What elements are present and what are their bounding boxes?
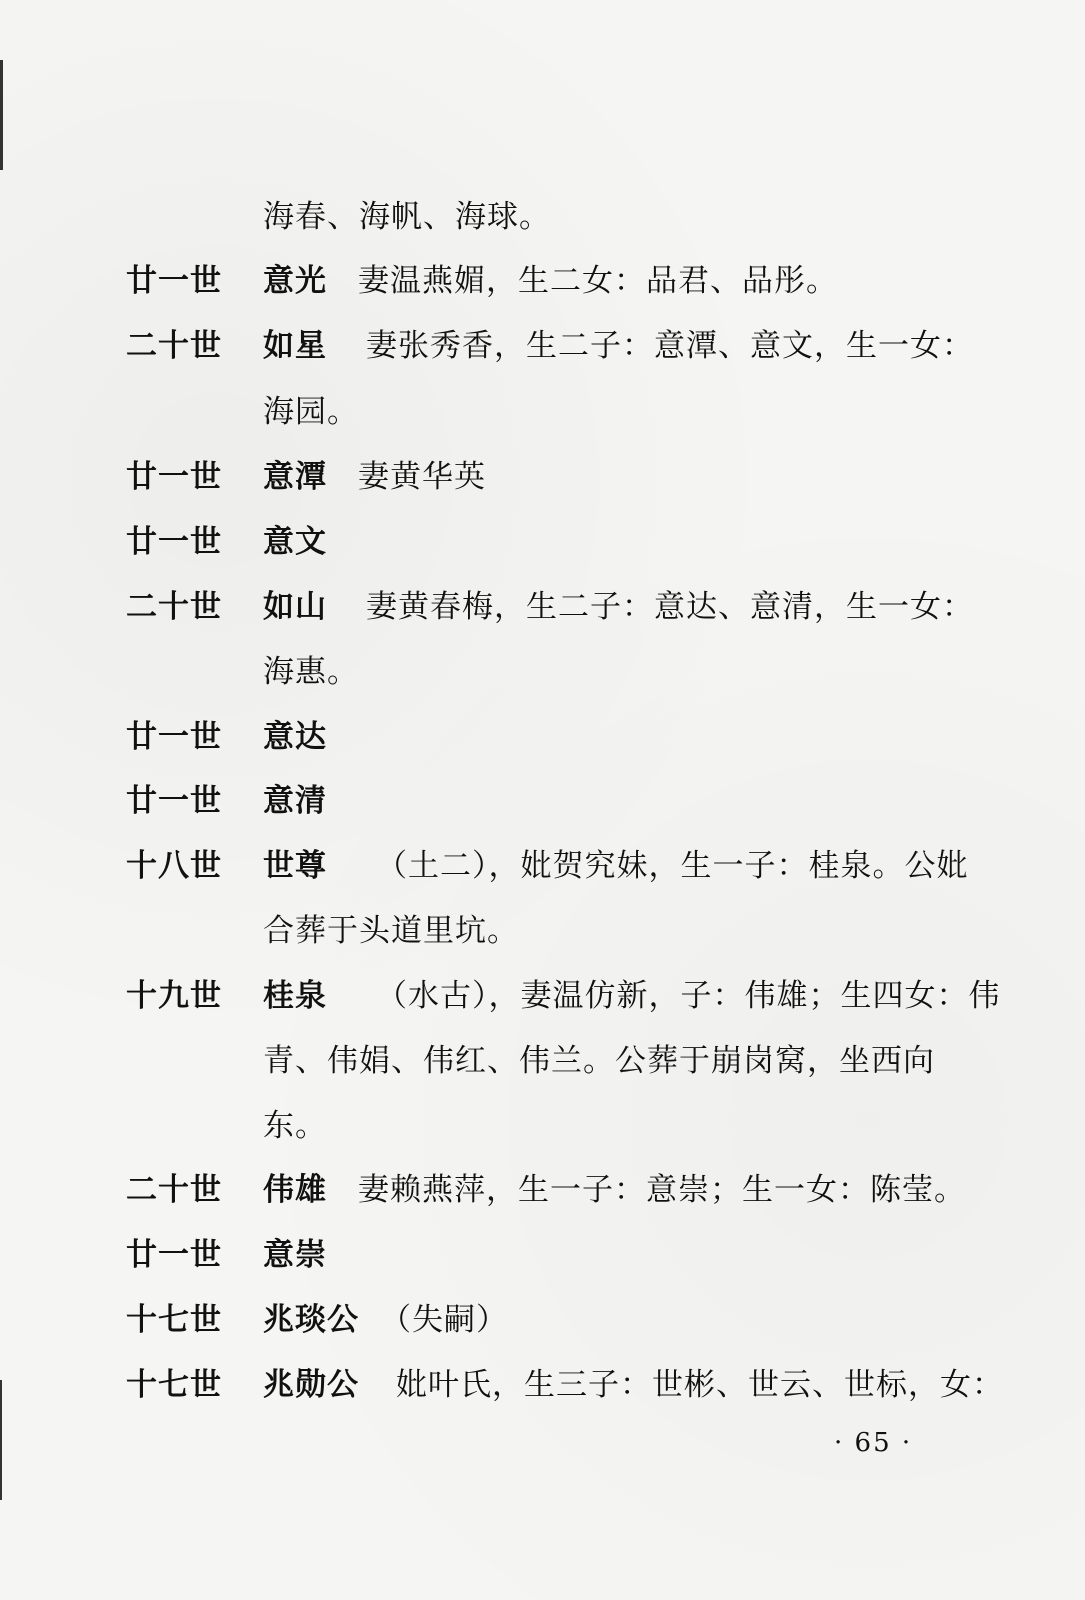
person-name: 意崇 bbox=[263, 1237, 327, 1273]
scan-edge-mark bbox=[0, 60, 3, 170]
entry-text: 妻张秀香，生二子：意潭、意文，生一女： bbox=[366, 328, 974, 364]
generation-label: 廿一世 bbox=[126, 524, 222, 560]
person-name: 意达 bbox=[263, 719, 327, 755]
continuation-text: 青、伟娟、伟红、伟兰。公葬于崩岗窝，坐西向 bbox=[263, 1043, 935, 1079]
genealogy-line bbox=[0, 1101, 1085, 1151]
genealogy-line bbox=[0, 1036, 1085, 1086]
person-name: 兆勋公 bbox=[263, 1367, 359, 1403]
genealogy-entry bbox=[0, 776, 1085, 826]
person-name: 意潭 bbox=[263, 459, 327, 495]
person-name: 意清 bbox=[263, 783, 327, 819]
continuation-text: 海园。 bbox=[263, 394, 359, 430]
generation-label: 廿一世 bbox=[126, 263, 222, 299]
genealogy-entry bbox=[0, 517, 1085, 567]
entry-text: 妻黄春梅，生二子：意达、意清，生一女： bbox=[366, 589, 974, 625]
generation-label: 廿一世 bbox=[126, 1237, 222, 1273]
genealogy-entry bbox=[0, 1360, 1085, 1410]
genealogy-line bbox=[0, 192, 1085, 242]
generation-label: 十九世 bbox=[126, 978, 222, 1014]
generation-label: 二十世 bbox=[126, 589, 222, 625]
continuation-text: 海惠。 bbox=[263, 654, 359, 690]
page-number: · 65 · bbox=[834, 1428, 913, 1458]
entry-text: （土二），妣贺究妹，生一子：桂泉。公妣 bbox=[376, 848, 969, 884]
person-name: 桂泉 bbox=[263, 978, 327, 1014]
generation-label: 二十世 bbox=[126, 328, 222, 364]
genealogy-entry bbox=[0, 971, 1085, 1021]
genealogy-entry bbox=[0, 1165, 1085, 1215]
person-name: 伟雄 bbox=[263, 1172, 327, 1208]
genealogy-entry bbox=[0, 321, 1085, 371]
genealogy-entry bbox=[0, 256, 1085, 306]
genealogy-entry bbox=[0, 1230, 1085, 1280]
genealogy-entry bbox=[0, 712, 1085, 762]
genealogy-line bbox=[0, 647, 1085, 697]
person-name: 兆琰公 bbox=[263, 1302, 359, 1338]
generation-label: 二十世 bbox=[126, 1172, 222, 1208]
genealogy-line bbox=[0, 906, 1085, 956]
genealogy-entry bbox=[0, 841, 1085, 891]
person-name: 如星 bbox=[263, 328, 327, 364]
generation-label: 十七世 bbox=[126, 1367, 222, 1403]
generation-label: 十七世 bbox=[126, 1302, 222, 1338]
entry-text: 妻黄华英 bbox=[358, 459, 486, 495]
continuation-text: 海春、海帆、海球。 bbox=[263, 199, 551, 235]
genealogy-entry bbox=[0, 1295, 1085, 1345]
person-name: 世尊 bbox=[263, 848, 327, 884]
continuation-text: 合葬于头道里坑。 bbox=[263, 913, 519, 949]
person-name: 意文 bbox=[263, 524, 327, 560]
entry-text: 妣叶氏，生三子：世彬、世云、世标，女： bbox=[396, 1367, 1004, 1403]
person-name: 意光 bbox=[263, 263, 327, 299]
generation-label: 廿一世 bbox=[126, 459, 222, 495]
person-name: 如山 bbox=[263, 589, 327, 625]
generation-label: 廿一世 bbox=[126, 783, 222, 819]
entry-text: 妻赖燕萍，生一子：意崇；生一女：陈莹。 bbox=[358, 1172, 966, 1208]
genealogy-entry bbox=[0, 452, 1085, 502]
entry-text: （水古），妻温仿新，子：伟雄；生四女：伟 bbox=[376, 978, 1001, 1014]
entry-text: 妻温燕媚，生二女：品君、品彤。 bbox=[358, 263, 838, 299]
genealogy-line bbox=[0, 387, 1085, 437]
genealogy-entry bbox=[0, 582, 1085, 632]
entry-text: （失嗣） bbox=[380, 1302, 508, 1338]
generation-label: 十八世 bbox=[126, 848, 222, 884]
continuation-text: 东。 bbox=[263, 1108, 327, 1144]
generation-label: 廿一世 bbox=[126, 719, 222, 755]
